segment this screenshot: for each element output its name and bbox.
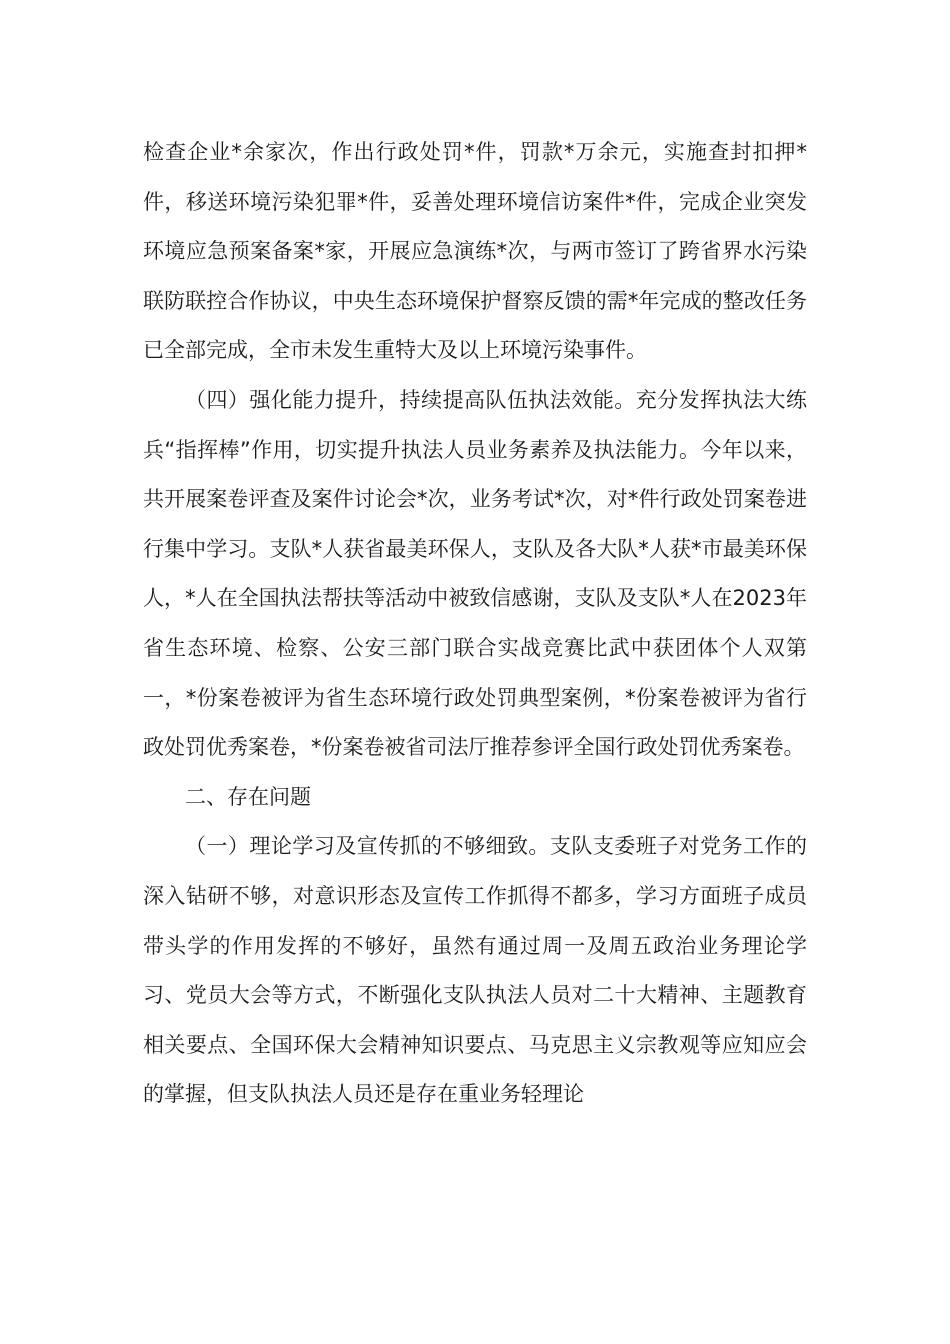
paragraph-continuation: 检查企业*余家次，作出行政处罚*件，罚款*万余元，实施查封扣押*件，移送环境污染犯罪*件，妥善处理环境信访案件*件，完成企业突发环境应急预案备案*家，开展应急演练*次，与两市签订了跨省界水污染联防联控合作协议，中央生态环境保护督察反馈的需*年完成的整改任务已全部完成，全市未发生重特大及以上环境污染事件。 xyxy=(143,140,807,363)
section-heading-existing-problems: 二、存在问题 xyxy=(185,784,311,809)
document-body xyxy=(143,128,807,1120)
paragraph-capacity-building: （四）强化能力提升，持续提高队伍执法效能。充分发挥执法大练兵“指挥棒”作用，切实提升执法人员业务素养及执法能力。今年以来，共开展案卷评查及案件讨论会*次，业务考试*次，对*件行政处罚案卷进行集中学习。支队*人获省最美环保人，支队及各大队*人获*市最美环保人，*人在全国执法帮扶等活动中被致信感谢，支队及支队*人在2023年省生态环境、检察、公安三部门联合实战竞赛比武中获团体个人双第一，*份案卷被评为省生态环境行政处罚典型案例，*份案卷被评为省行政处罚优秀案卷，*份案卷被省司法厅推荐参评全国行政处罚优秀案卷。 xyxy=(143,387,807,760)
paragraph-theory-study: （一）理论学习及宣传抓的不够细致。支队支委班子对党务工作的深入钻研不够，对意识形态及宣传工作抓得不都多，学习方面班子成员带头学的作用发挥的不够好，虽然有通过周一及周五政治业务理论学习、党员大会等方式，不断强化支队执法人员对二十大精神、主题教育相关要点、全国环保大会精神知识要点、马克思主义宗教观等应知应会的掌握，但支队执法人员还是存在重业务轻理论 xyxy=(143,834,807,1107)
